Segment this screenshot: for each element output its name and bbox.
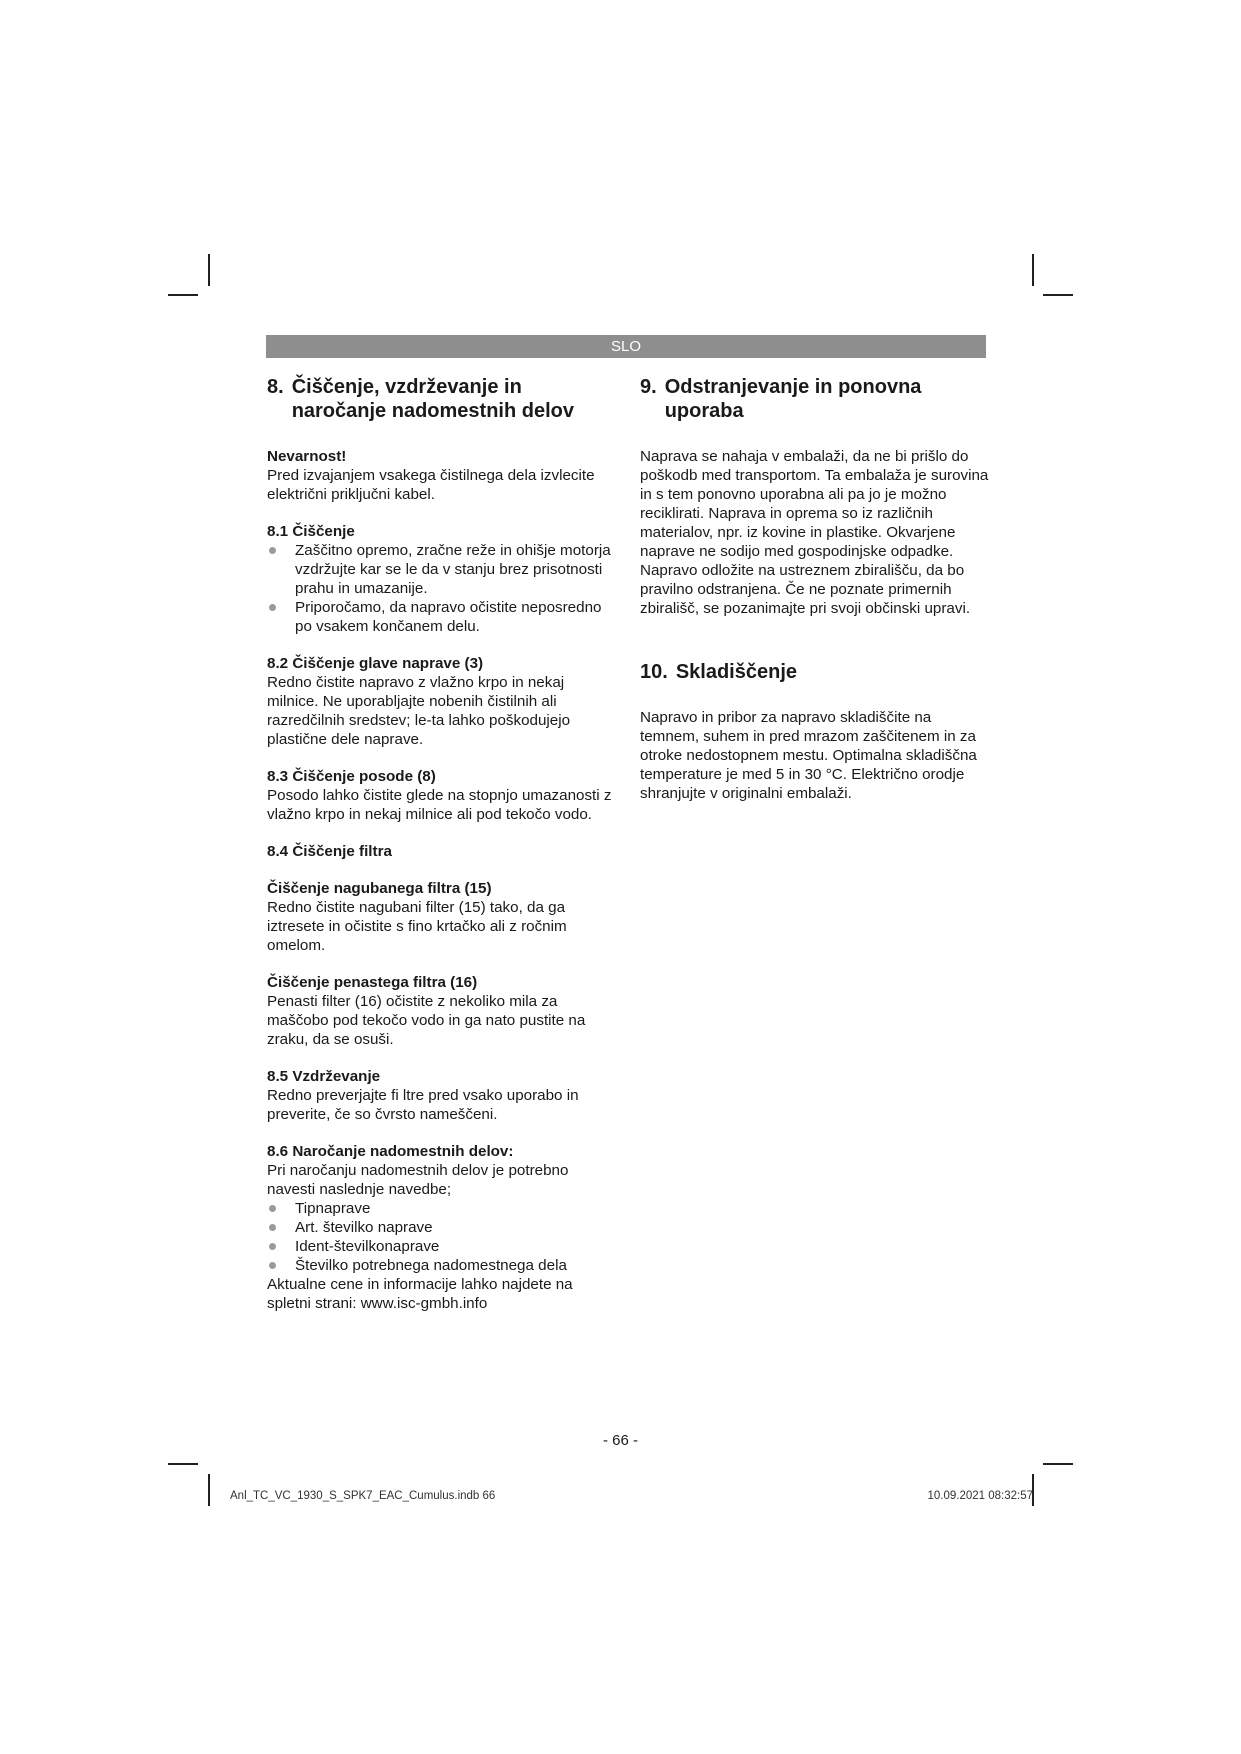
list-item: Zaščitno opremo, zračne reže in ohišje motorja vzdržujte kar se le da v stanju brez prisotnosti prahu in umazanije.: [267, 541, 619, 598]
crop-mark-bottom-right-horizontal: [1043, 1463, 1073, 1465]
section-8-title: Čiščenje, vzdrževanje in naročanje nadomestnih delov: [291, 376, 574, 422]
crop-mark-bottom-left-horizontal: [168, 1463, 198, 1465]
bullet-icon: [269, 1224, 276, 1231]
section-8-5-text: Redno preverjajte fi ltre pred vsako uporabo in preverite, če so čvrsto nameščeni.: [267, 1087, 579, 1123]
bullet-icon: [269, 547, 276, 554]
list-item: Ident-številkonaprave: [267, 1237, 619, 1256]
section-8-number: 8.: [267, 376, 284, 398]
footer-timestamp: 10.09.2021 08:32:57: [927, 1490, 1033, 1502]
section-8-heading: [267, 375, 619, 423]
section-8-6-list: [267, 1199, 619, 1275]
crop-mark-top-right-vertical: [1032, 254, 1034, 286]
section-8-3-title: 8.3 Čiščenje posode (8): [267, 768, 436, 785]
language-label: SLO: [610, 338, 641, 355]
section-9-number: 9.: [640, 376, 657, 398]
bullet-icon: [269, 604, 276, 611]
danger-text: Pred izvajanjem vsakega čistilnega dela izvlecite električni priključni kabel.: [267, 467, 595, 503]
section-8-1-list: [267, 541, 619, 636]
section-8-6-text: Pri naročanju nadomestnih delov je potrebno navesti naslednje navedbe;: [267, 1162, 569, 1198]
crop-mark-bottom-left-vertical: [208, 1474, 210, 1506]
section-8-2-text: Redno čistite napravo z vlažno krpo in nekaj milnice. Ne uporabljajte nobenih čistilnih ali razredčilnih sredstev; le-ta lahko poškodujejo plastične dele naprave.: [267, 674, 571, 748]
section-10-title: Skladiščenje: [675, 661, 797, 683]
danger-title: Nevarnost!: [267, 448, 347, 465]
section-8-1-title: 8.1 Čiščenje: [267, 523, 355, 540]
section-10-number: 10.: [640, 661, 668, 683]
section-10-text: Napravo in pribor za napravo skladiščite na temnem, suhem in pred mrazom zaščitenem in za otroke nedostopnem mestu. Optimalna skladiščna temperature je med 5 in 30 °C. Električno orodje shranjujte v originalni embalaži.: [640, 709, 977, 802]
pleated-filter-text: Redno čistite nagubani filter (15) tako, da ga iztresete in očistite s fino krtačko ali z ročnim omelom.: [267, 899, 567, 954]
crop-mark-top-left-vertical: [208, 254, 210, 286]
section-10-heading: [640, 660, 994, 684]
section-9-text: Naprava se nahaja v embalaži, da ne bi prišlo do poškodb med transportom. Ta embalaža je surovina in s tem ponovno uporabna ali pa jo je možno reciklirati. Naprava in oprema so iz različnih materialov, npr. iz kovine in plastike. Okvarjene naprave ne sodijo med gospodinjske odpadke. Napravo odložite na ustreznem zbirališču, da bo pravilno odstranjena. Če ne poznate primernih zbirališč, se pozanimajte pri svoji občinski upravi.: [640, 448, 989, 617]
page-number: - 66 -: [602, 1432, 638, 1449]
section-8-3-text: Posodo lahko čistite glede na stopnjo umazanosti z vlažno krpo in nekaj milnice ali pod tekočo vodo.: [267, 787, 612, 823]
list-item: Priporočamo, da napravo očistite neposredno po vsakem končanem delu.: [267, 598, 619, 636]
footer-file-name: Anl_TC_VC_1930_S_SPK7_EAC_Cumulus.indb 66: [230, 1490, 496, 1502]
bullet-icon: [269, 1205, 276, 1212]
left-column: [267, 375, 619, 1313]
pleated-filter-title: Čiščenje nagubanega filtra (15): [267, 880, 492, 897]
section-9-title: Odstranjevanje in ponovna uporaba: [664, 376, 922, 422]
foam-filter-text: Penasti filter (16) očistite z nekoliko mila za maščobo pod tekočo vodo in ga nato pustite na zraku, da se osuši.: [267, 993, 586, 1048]
list-item: Tipnaprave: [267, 1199, 619, 1218]
section-8-5-title: 8.5 Vzdrževanje: [267, 1068, 381, 1085]
bullet-icon: [269, 1262, 276, 1269]
list-item: Številko potrebnega nadomestnega dela: [267, 1256, 619, 1275]
section-9-heading: [640, 375, 994, 423]
right-column: [640, 375, 994, 803]
section-8-2-title: 8.2 Čiščenje glave naprave (3): [267, 655, 484, 672]
foam-filter-title: Čiščenje penastega filtra (16): [267, 974, 478, 991]
section-8-4-title: 8.4 Čiščenje filtra: [267, 843, 392, 860]
section-8-6-title: 8.6 Naročanje nadomestnih delov:: [267, 1143, 514, 1160]
list-item: Art. številko naprave: [267, 1218, 619, 1237]
crop-mark-top-left-horizontal: [168, 294, 198, 296]
crop-mark-top-right-horizontal: [1043, 294, 1073, 296]
section-8-6-footer-text: Aktualne cene in informacije lahko najdete na spletni strani: www.isc-gmbh.info: [267, 1276, 573, 1312]
bullet-icon: [269, 1243, 276, 1250]
language-header-bar: [266, 335, 986, 358]
